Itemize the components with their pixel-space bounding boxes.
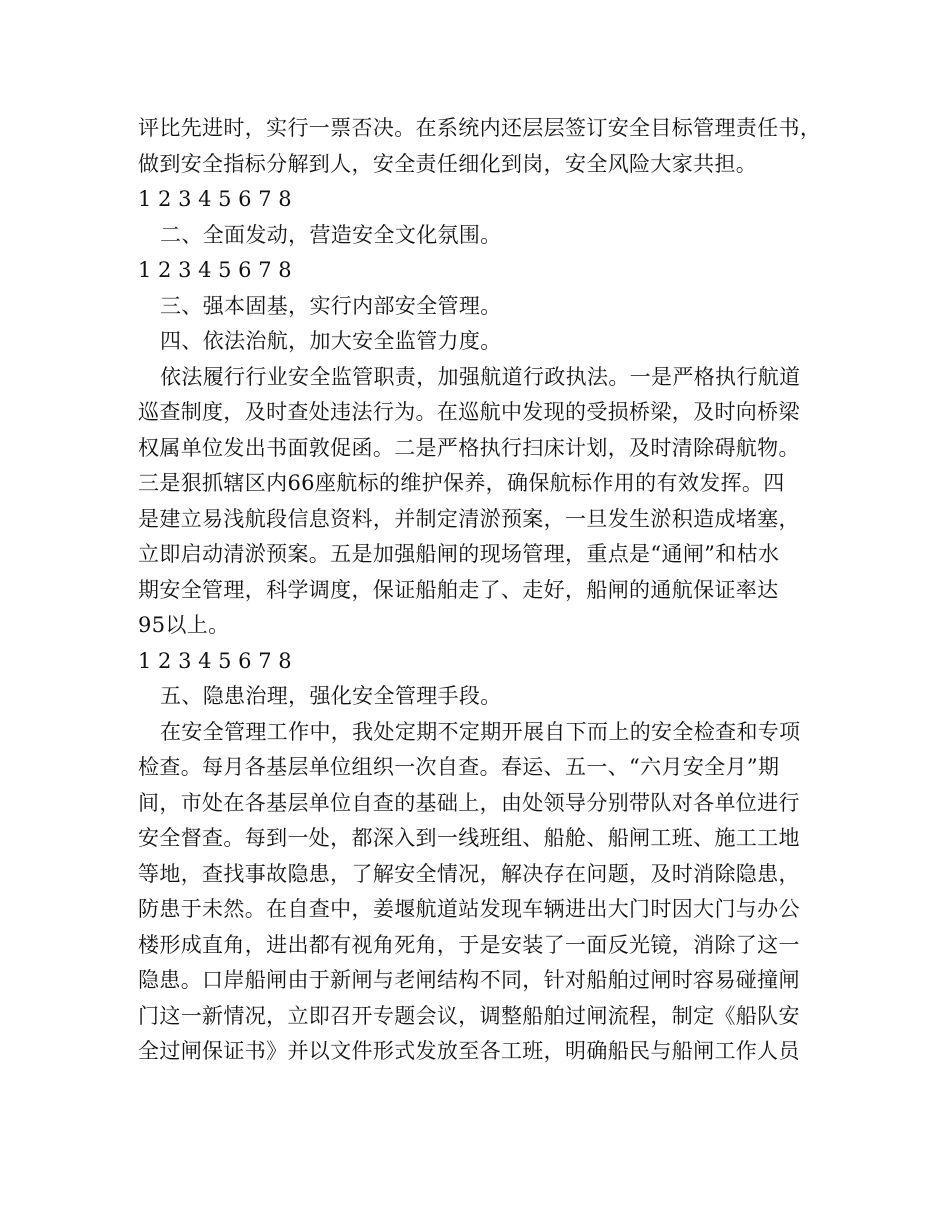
text-line: 依法履行行业安全监管职责，加强航道行政执法。一是严格执行航道 bbox=[160, 364, 801, 389]
text-line: 间，市处在各基层单位自查的基础上，由处领导分别带队对各单位进行 bbox=[138, 790, 800, 815]
text-line: 防患于未然。在自查中，姜堰航道站发现车辆进出大门时因大门与办公 bbox=[138, 897, 800, 921]
text-line: 权属单位发出书面敦促函。二是严格执行扫床计划，及时清除碍航物。 bbox=[138, 435, 800, 460]
text-line: 是建立易浅航段信息资料，并制定清淤预案，一旦发生淤积造成堵塞， bbox=[138, 506, 800, 531]
page-number-row: 1 2 3 4 5 6 7 8 bbox=[138, 648, 292, 673]
section-heading: 五、隐患治理，强化安全管理手段。 bbox=[160, 684, 502, 708]
document-page bbox=[138, 111, 830, 1070]
text-line: 95以上。 bbox=[138, 613, 230, 637]
section-heading: 三、强本固基，实行内部安全管理。 bbox=[160, 293, 502, 318]
text-line: 评比先进时，实行一票否决。在系统内还层层签订安全目标管理责任书， bbox=[138, 116, 822, 140]
text-line: 做到安全指标分解到人，安全责任细化到岗，安全风险大家共担。 bbox=[138, 151, 758, 176]
text-line: 安全督查。每到一处，都深入到一线班组、船舱、船闸工班、施工工地 bbox=[138, 826, 800, 850]
text-line: 在安全管理工作中，我处定期不定期开展自下而上的安全检查和专项 bbox=[160, 719, 801, 744]
text-line: 巡查制度，及时查处违法行为。在巡航中发现的受损桥梁，及时向桥梁 bbox=[138, 400, 800, 424]
text-line: 楼形成直角，进出都有视角死角，于是安装了一面反光镜，消除了这一 bbox=[138, 932, 800, 957]
text-line: 检查。每月各基层单位组织一次自查。春运、五一、“六月安全月”期 bbox=[138, 755, 780, 779]
text-line: 等地，查找事故隐患，了解安全情况，解决存在问题，及时消除隐患， bbox=[138, 861, 800, 886]
text-line: 立即启动清淤预案。五是加强船闸的现场管理，重点是“通闸”和枯水 bbox=[138, 542, 780, 566]
section-heading: 四、依法治航，加大安全监管力度。 bbox=[160, 329, 502, 353]
text-line: 门这一新情况，立即召开专题会议，调整船舶过闸流程，制定《船队安 bbox=[138, 1003, 800, 1028]
text-line: 全过闸保证书》并以文件形式发放至各工班，明确船民与船闸工作人员 bbox=[138, 1039, 800, 1063]
text-line: 隐患。口岸船闸由于新闸与老闸结构不同，针对船舶过闸时容易碰撞闸 bbox=[138, 968, 800, 992]
section-heading: 二、全面发动，营造安全文化氛围。 bbox=[160, 222, 502, 247]
text-line: 三是狠抓辖区内66座航标的维护保养，确保航标作用的有效发挥。四 bbox=[138, 471, 785, 495]
page-number-row: 1 2 3 4 5 6 7 8 bbox=[138, 258, 292, 282]
text-line: 期安全管理，科学调度，保证船舶走了、走好，船闸的通航保证率达 bbox=[138, 577, 779, 602]
page-number-row: 1 2 3 4 5 6 7 8 bbox=[138, 187, 292, 211]
